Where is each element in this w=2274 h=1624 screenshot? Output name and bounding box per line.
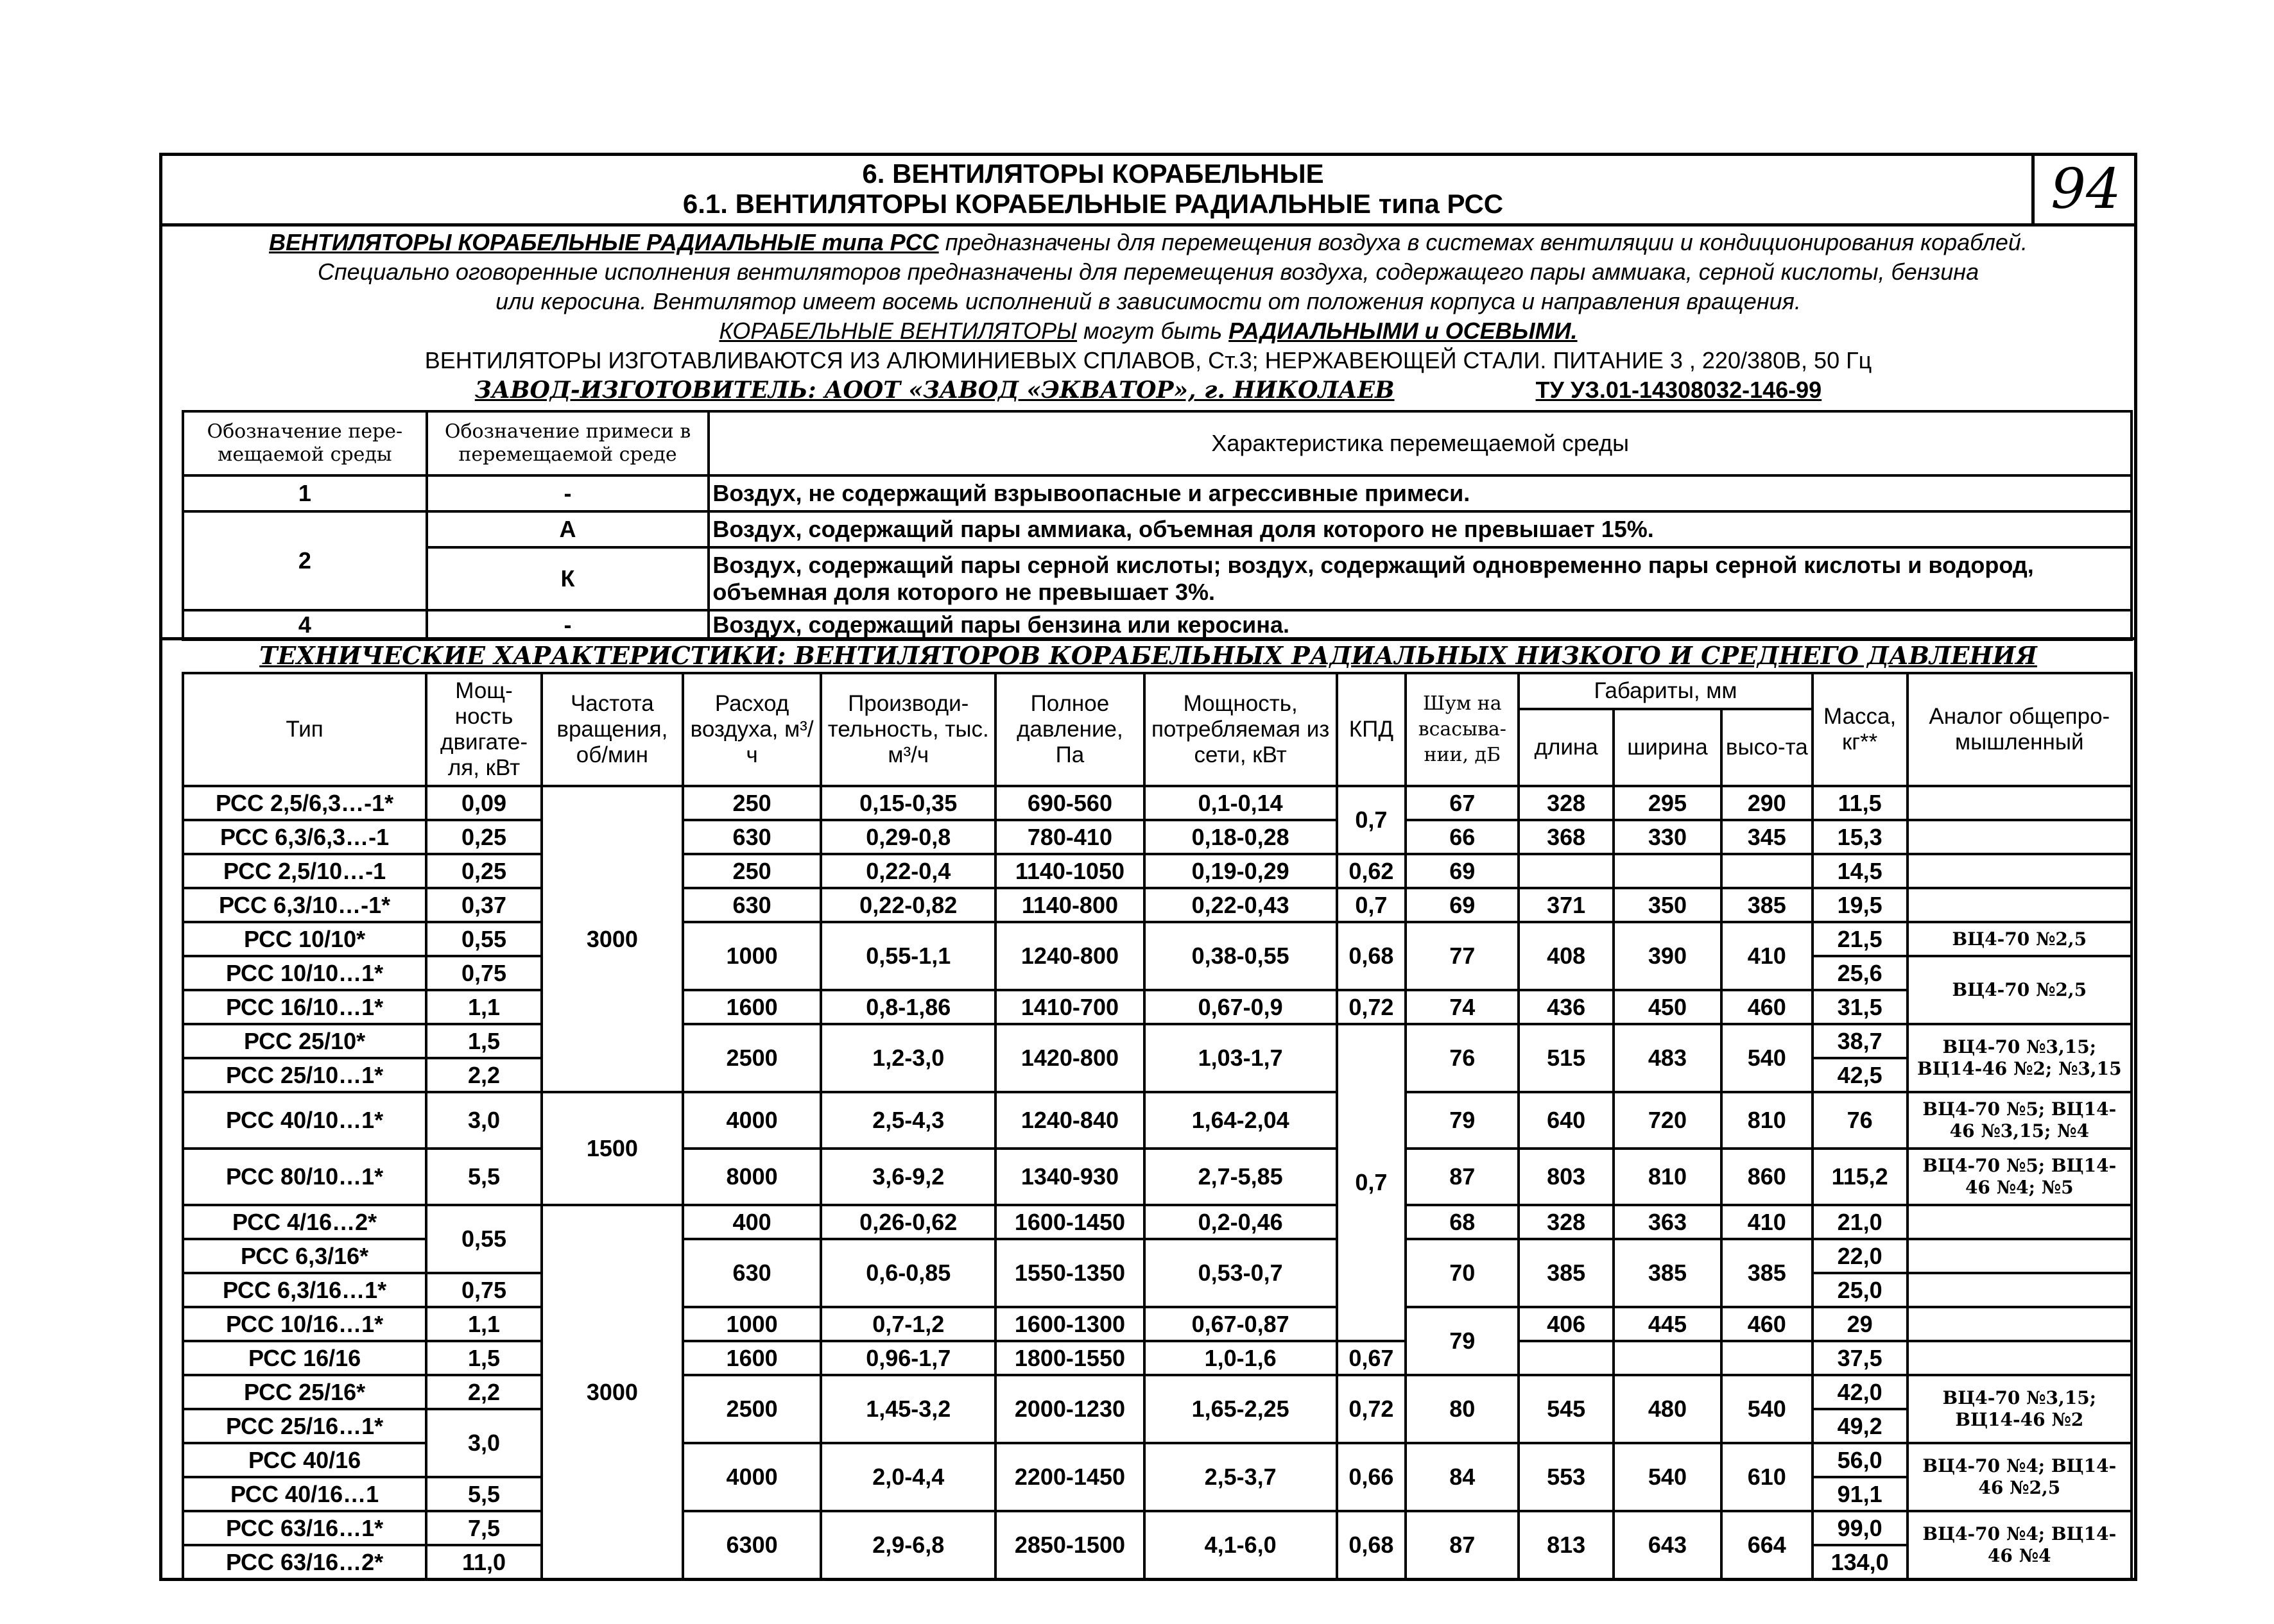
env-cell: А [427, 511, 709, 547]
cell-analog [1908, 854, 2132, 888]
cell-mass: 37,5 [1813, 1341, 1908, 1375]
cell-consumption: 0,18-0,28 [1144, 820, 1337, 854]
cell-kpd: 0,67 [1337, 1341, 1406, 1375]
cell-width: 810 [1614, 1149, 1721, 1205]
cell-pressure: 780-410 [995, 820, 1144, 854]
cell-consumption: 0,67-0,9 [1144, 990, 1337, 1024]
cell-analog [1908, 820, 2132, 854]
cell-flow: 2500 [683, 1024, 822, 1092]
cell-width [1614, 854, 1721, 888]
cell-noise: 87 [1406, 1511, 1519, 1579]
cell-type: РСС 6,3/16* [183, 1239, 426, 1273]
cell-flow: 630 [683, 888, 822, 922]
cell-length [1519, 1341, 1614, 1375]
chapter-title: 6. ВЕНТИЛЯТОРЫ КОРАБЕЛЬНЫЕ [862, 158, 1324, 189]
cell-analog: ВЦ4-70 №3,15; ВЦ14-46 №2; №3,15 [1908, 1024, 2132, 1092]
table-row [183, 1511, 2132, 1545]
intro-lead: ВЕНТИЛЯТОРЫ КОРАБЕЛЬНЫЕ РАДИАЛЬНЫЕ типа РСС [269, 229, 939, 255]
cell-mass: 134,0 [1813, 1545, 1908, 1579]
cell-pressure: 1420-800 [995, 1024, 1144, 1092]
header-type: Тип [183, 673, 426, 786]
env-cell: 2 [183, 511, 427, 610]
cell-height: 460 [1721, 1307, 1813, 1341]
table-row [183, 786, 2132, 820]
cell-perf: 0,26-0,62 [821, 1205, 995, 1239]
cell-flow: 630 [683, 820, 822, 854]
cell-analog [1908, 1307, 2132, 1341]
cell-noise: 70 [1406, 1239, 1519, 1307]
cell-consumption: 0,1-0,14 [1144, 786, 1337, 820]
cell-rpm: 3000 [542, 786, 683, 1092]
cell-perf: 2,9-6,8 [821, 1511, 995, 1579]
cell-width: 330 [1614, 820, 1721, 854]
cell-length: 813 [1519, 1511, 1614, 1579]
env-row [183, 511, 2132, 547]
cell-height: 290 [1721, 786, 1813, 820]
cell-length: 640 [1519, 1092, 1614, 1149]
cell-height: 540 [1721, 1024, 1813, 1092]
cell-width: 385 [1614, 1239, 1721, 1307]
cell-length: 371 [1519, 888, 1614, 922]
header-dimensions: Габариты, мм [1519, 673, 1812, 709]
cell-analog: ВЦ4-70 №4; ВЦ14-46 №4 [1908, 1511, 2132, 1579]
table-row [183, 990, 2132, 1024]
env-row [183, 475, 2132, 511]
cell-mass: 21,5 [1813, 922, 1908, 956]
cell-consumption: 4,1-6,0 [1144, 1511, 1337, 1579]
manufacturer: ЗАВОД-ИЗГОТОВИТЕЛЬ: АООТ «ЗАВОД «ЭКВАТОР», г. НИКОЛАЕВ [474, 377, 1395, 404]
cell-height: 410 [1721, 922, 1813, 990]
cell-perf: 2,0-4,4 [821, 1443, 995, 1511]
cell-kpd: 0,68 [1337, 922, 1406, 990]
cell-consumption: 1,65-2,25 [1144, 1375, 1337, 1443]
cell-analog [1908, 786, 2132, 820]
intro-line4a: КОРАБЕЛЬНЫЕ ВЕНТИЛЯТОРЫ [719, 318, 1078, 344]
cell-length: 553 [1519, 1443, 1614, 1511]
cell-perf: 0,22-0,4 [821, 854, 995, 888]
cell-mass: 42,5 [1813, 1058, 1908, 1092]
cell-perf: 0,55-1,1 [821, 922, 995, 990]
cell-kpd: 0,72 [1337, 990, 1406, 1024]
cell-analog: ВЦ4-70 №3,15; ВЦ14-46 №2 [1908, 1375, 2132, 1443]
cell-length: 406 [1519, 1307, 1614, 1341]
cell-type: РСС 80/10…1* [183, 1149, 426, 1205]
page-frame [159, 153, 2137, 1581]
cell-rpm: 3000 [542, 1205, 683, 1579]
cell-height: 385 [1721, 888, 1813, 922]
cell-pressure: 1410-700 [995, 990, 1144, 1024]
cell-mass: 25,0 [1813, 1273, 1908, 1307]
cell-consumption: 0,67-0,87 [1144, 1307, 1337, 1341]
cell-type: РСС 10/10…1* [183, 956, 426, 990]
intro-line3: или керосина. Вентилятор имеет восемь исполнений в зависимости от положения корпуса и направления вращения. [495, 288, 1801, 314]
cell-length: 545 [1519, 1375, 1614, 1443]
cell-power: 3,0 [426, 1409, 542, 1477]
cell-power: 7,5 [426, 1511, 542, 1545]
cell-height: 385 [1721, 1239, 1813, 1307]
tech-section-title: ТЕХНИЧЕСКИЕ ХАРАКТЕРИСТИКИ: ВЕНТИЛЯТОРОВ КОРАБЕЛЬНЫХ РАДИАЛЬНЫХ НИЗКОГО И СРЕДНЕГО ДАВЛЕНИЯ [259, 641, 2037, 670]
cell-consumption: 0,2-0,46 [1144, 1205, 1337, 1239]
cell-mass: 14,5 [1813, 854, 1908, 888]
cell-type: РСС 4/16…2* [183, 1205, 426, 1239]
env-header-characteristic: Характеристика перемещаемой среды [709, 411, 2132, 475]
cell-pressure: 1140-1050 [995, 854, 1144, 888]
cell-flow: 630 [683, 1239, 822, 1307]
cell-type: РСС 6,3/16…1* [183, 1273, 426, 1307]
cell-flow: 400 [683, 1205, 822, 1239]
cell-power: 0,75 [426, 1273, 542, 1307]
cell-power: 5,5 [426, 1149, 542, 1205]
cell-length: 803 [1519, 1149, 1614, 1205]
cell-noise: 79 [1406, 1092, 1519, 1149]
cell-perf: 0,8-1,86 [821, 990, 995, 1024]
cell-analog [1908, 1273, 2132, 1307]
cell-length [1519, 854, 1614, 888]
intro-text [162, 228, 2134, 405]
cell-length: 408 [1519, 922, 1614, 990]
cell-mass: 91,1 [1813, 1477, 1908, 1511]
cell-height: 410 [1721, 1205, 1813, 1239]
cell-rpm: 1500 [542, 1092, 683, 1205]
cell-analog [1908, 1205, 2132, 1239]
cell-pressure: 2000-1230 [995, 1375, 1144, 1443]
cell-analog [1908, 1239, 2132, 1273]
cell-pressure: 1340-930 [995, 1149, 1144, 1205]
cell-noise: 87 [1406, 1149, 1519, 1205]
tech-header-row [183, 673, 2132, 709]
cell-pressure: 1240-840 [995, 1092, 1144, 1149]
cell-power: 11,0 [426, 1545, 542, 1579]
cell-type: РСС 63/16…1* [183, 1511, 426, 1545]
cell-type: РСС 6,3/6,3…-1 [183, 820, 426, 854]
cell-consumption: 1,64-2,04 [1144, 1092, 1337, 1149]
cell-pressure: 1800-1550 [995, 1341, 1144, 1375]
env-cell: Воздух, содержащий пары серной кислоты; воздух, содержащий одновременно пары серной кислоты и водород, объемная доля которого не превышает 3%. [709, 547, 2132, 610]
cell-flow: 8000 [683, 1149, 822, 1205]
cell-length: 515 [1519, 1024, 1614, 1092]
cell-mass: 25,6 [1813, 956, 1908, 990]
cell-width: 295 [1614, 786, 1721, 820]
header-rpm: Частота вращения, об/мин [542, 673, 683, 786]
cell-perf: 1,2-3,0 [821, 1024, 995, 1092]
cell-type: РСС 6,3/10…-1* [183, 888, 426, 922]
env-row [183, 610, 2132, 640]
cell-flow: 4000 [683, 1443, 822, 1511]
cell-perf: 0,22-0,82 [821, 888, 995, 922]
cell-type: РСС 2,5/6,3…-1* [183, 786, 426, 820]
cell-type: РСС 16/10…1* [183, 990, 426, 1024]
cell-pressure: 1600-1300 [995, 1307, 1144, 1341]
header-mass: Масса, кг** [1813, 673, 1908, 786]
intro-line4b: могут быть [1077, 318, 1229, 344]
cell-height [1721, 1341, 1813, 1375]
cell-length: 385 [1519, 1239, 1614, 1307]
cell-power: 0,25 [426, 854, 542, 888]
cell-noise: 69 [1406, 854, 1519, 888]
cell-analog: ВЦ4-70 №4; ВЦ14-46 №2,5 [1908, 1443, 2132, 1511]
cell-perf: 0,7-1,2 [821, 1307, 995, 1341]
cell-power: 0,25 [426, 820, 542, 854]
cell-power: 0,55 [426, 1205, 542, 1273]
cell-power: 1,5 [426, 1341, 542, 1375]
cell-height [1721, 854, 1813, 888]
cell-kpd: 0,7 [1337, 786, 1406, 854]
cell-flow: 1600 [683, 990, 822, 1024]
cell-noise: 77 [1406, 922, 1519, 990]
cell-type: РСС 2,5/10…-1 [183, 854, 426, 888]
table-row [183, 1307, 2132, 1341]
cell-mass: 31,5 [1813, 990, 1908, 1024]
cell-pressure: 2850-1500 [995, 1511, 1144, 1579]
header-width: ширина [1614, 709, 1721, 786]
cell-kpd: 0,68 [1337, 1511, 1406, 1579]
cell-perf: 0,15-0,35 [821, 786, 995, 820]
env-cell: 4 [183, 610, 427, 640]
cell-flow: 2500 [683, 1375, 822, 1443]
cell-width: 483 [1614, 1024, 1721, 1092]
cell-mass: 99,0 [1813, 1511, 1908, 1545]
cell-width: 643 [1614, 1511, 1721, 1579]
cell-width: 450 [1614, 990, 1721, 1024]
cell-noise: 67 [1406, 786, 1519, 820]
cell-height: 860 [1721, 1149, 1813, 1205]
cell-kpd: 0,7 [1337, 888, 1406, 922]
cell-width: 720 [1614, 1092, 1721, 1149]
env-header-medium: Обозначение пере-мещаемой среды [183, 411, 427, 475]
header-noise: Шум на всасыва-нии, дБ [1406, 673, 1519, 786]
table-row [183, 854, 2132, 888]
cell-power: 0,55 [426, 922, 542, 956]
cell-type: РСС 63/16…2* [183, 1545, 426, 1579]
cell-kpd: 0,7 [1337, 1024, 1406, 1341]
cell-analog: ВЦ4-70 №2,5 [1908, 922, 2132, 956]
cell-noise: 74 [1406, 990, 1519, 1024]
cell-noise: 69 [1406, 888, 1519, 922]
cell-type: РСС 10/16…1* [183, 1307, 426, 1341]
cell-type: РСС 40/16 [183, 1443, 426, 1477]
cell-type: РСС 25/10* [183, 1024, 426, 1058]
cell-flow: 1000 [683, 922, 822, 990]
env-row [183, 547, 2132, 610]
cell-height: 810 [1721, 1092, 1813, 1149]
header-kpd: КПД [1337, 673, 1406, 786]
cell-analog: ВЦ4-70 №5; ВЦ14-46 №3,15; №4 [1908, 1092, 2132, 1149]
section-title: 6.1. ВЕНТИЛЯТОРЫ КОРАБЕЛЬНЫЕ РАДИАЛЬНЫЕ типа РСС [682, 189, 1504, 219]
cell-height: 345 [1721, 820, 1813, 854]
cell-power: 1,5 [426, 1024, 542, 1058]
cell-width: 445 [1614, 1307, 1721, 1341]
cell-consumption: 1,0-1,6 [1144, 1341, 1337, 1375]
cell-perf: 3,6-9,2 [821, 1149, 995, 1205]
header-power: Мощ-ность двигате-ля, кВт [426, 673, 542, 786]
cell-pressure: 1550-1350 [995, 1239, 1144, 1307]
cell-mass: 49,2 [1813, 1409, 1908, 1443]
cell-power: 0,09 [426, 786, 542, 820]
cell-pressure: 1600-1450 [995, 1205, 1144, 1239]
env-cell: 1 [183, 475, 427, 511]
cell-height: 460 [1721, 990, 1813, 1024]
cell-power: 2,2 [426, 1058, 542, 1092]
cell-analog: ВЦ4-70 №2,5 [1908, 956, 2132, 1024]
cell-width: 480 [1614, 1375, 1721, 1443]
cell-analog [1908, 888, 2132, 922]
cell-noise: 66 [1406, 820, 1519, 854]
cell-perf: 1,45-3,2 [821, 1375, 995, 1443]
cell-mass: 56,0 [1813, 1443, 1908, 1477]
cell-height: 664 [1721, 1511, 1813, 1579]
intro-line4c: РАДИАЛЬНЫМИ и ОСЕВЫМИ. [1228, 318, 1578, 344]
cell-power: 1,1 [426, 1307, 542, 1341]
cell-type: РСС 25/16* [183, 1375, 426, 1409]
cell-pressure: 690-560 [995, 786, 1144, 820]
cell-noise: 84 [1406, 1443, 1519, 1511]
cell-flow: 6300 [683, 1511, 822, 1579]
cell-mass: 38,7 [1813, 1024, 1908, 1058]
cell-mass: 29 [1813, 1307, 1908, 1341]
cell-length: 368 [1519, 820, 1614, 854]
intro-line2: Специально оговоренные исполнения вентиляторов предназначены для перемещения воздуха, содержащего пары аммиака, серной кислоты, бензина [317, 259, 1979, 285]
cell-type: РСС 40/10…1* [183, 1092, 426, 1149]
cell-analog [1908, 1341, 2132, 1375]
cell-flow: 1600 [683, 1341, 822, 1375]
cell-type: РСС 40/16…1 [183, 1477, 426, 1511]
table-row [183, 888, 2132, 922]
cell-consumption: 0,19-0,29 [1144, 854, 1337, 888]
env-cell: К [427, 547, 709, 610]
cell-flow: 250 [683, 786, 822, 820]
intro-line1: предназначены для перемещения воздуха в системах вентиляции и кондиционирования кораблей. [938, 229, 2028, 255]
cell-mass: 115,2 [1813, 1149, 1908, 1205]
cell-mass: 15,3 [1813, 820, 1908, 854]
cell-power: 0,75 [426, 956, 542, 990]
tech-table [182, 672, 2133, 1580]
cell-mass: 42,0 [1813, 1375, 1908, 1409]
header-divider [162, 223, 2134, 227]
cell-width: 540 [1614, 1443, 1721, 1511]
cell-power: 3,0 [426, 1092, 542, 1149]
cell-consumption: 2,7-5,85 [1144, 1149, 1337, 1205]
header-flow: Расход воздуха, м³/ч [683, 673, 822, 786]
cell-mass: 21,0 [1813, 1205, 1908, 1239]
cell-pressure: 1140-800 [995, 888, 1144, 922]
cell-mass: 76 [1813, 1092, 1908, 1149]
cell-mass: 22,0 [1813, 1239, 1908, 1273]
cell-type: РСС 25/10…1* [183, 1058, 426, 1092]
cell-kpd: 0,66 [1337, 1443, 1406, 1511]
cell-power: 0,37 [426, 888, 542, 922]
table-row [183, 1149, 2132, 1205]
cell-analog: ВЦ4-70 №5; ВЦ14-46 №4; №5 [1908, 1149, 2132, 1205]
cell-consumption: 1,03-1,7 [1144, 1024, 1337, 1092]
env-cell: Воздух, содержащий пары аммиака, объемная доля которого не превышает 15%. [709, 511, 2132, 547]
environment-table [182, 410, 2133, 641]
table-row [183, 820, 2132, 854]
cell-noise: 80 [1406, 1375, 1519, 1443]
cell-kpd: 0,72 [1337, 1375, 1406, 1443]
table-row [183, 922, 2132, 956]
table-row [183, 1205, 2132, 1239]
tu-number: ТУ УЗ.01-14308032-146-99 [1535, 377, 1822, 403]
cell-length: 436 [1519, 990, 1614, 1024]
cell-perf: 0,29-0,8 [821, 820, 995, 854]
env-cell: Воздух, не содержащий взрывоопасные и агрессивные примеси. [709, 475, 2132, 511]
table-row [183, 1341, 2132, 1375]
cell-height: 610 [1721, 1443, 1813, 1511]
env-cell: Воздух, содержащий пары бензина или керосина. [709, 610, 2132, 640]
cell-pressure: 1240-800 [995, 922, 1144, 990]
cell-height: 540 [1721, 1375, 1813, 1443]
cell-perf: 0,96-1,7 [821, 1341, 995, 1375]
env-cell: - [427, 475, 709, 511]
cell-perf: 0,6-0,85 [821, 1239, 995, 1307]
cell-kpd: 0,62 [1337, 854, 1406, 888]
cell-flow: 4000 [683, 1092, 822, 1149]
cell-noise: 76 [1406, 1024, 1519, 1092]
cell-type: РСС 10/10* [183, 922, 426, 956]
cell-width: 363 [1614, 1205, 1721, 1239]
cell-width [1614, 1341, 1721, 1375]
cell-type: РСС 25/16…1* [183, 1409, 426, 1443]
header-analog: Аналог общепро-мышленный [1908, 673, 2132, 786]
cell-noise: 79 [1406, 1307, 1519, 1375]
cell-power: 5,5 [426, 1477, 542, 1511]
cell-consumption: 0,53-0,7 [1144, 1239, 1337, 1307]
table-row [183, 1375, 2132, 1409]
cell-noise: 68 [1406, 1205, 1519, 1239]
cell-pressure: 2200-1450 [995, 1443, 1144, 1511]
cell-length: 328 [1519, 1205, 1614, 1239]
cell-flow: 1000 [683, 1307, 822, 1341]
cell-consumption: 0,38-0,55 [1144, 922, 1337, 990]
page-header [162, 156, 2024, 223]
cell-consumption: 2,5-3,7 [1144, 1443, 1337, 1511]
cell-width: 350 [1614, 888, 1721, 922]
page-number: 94 [2031, 156, 2137, 223]
cell-mass: 19,5 [1813, 888, 1908, 922]
intro-line5: ВЕНТИЛЯТОРЫ ИЗГОТАВЛИВАЮТСЯ ИЗ АЛЮМИНИЕВЫХ СПЛАВОВ, Ст.3; НЕРЖАВЕЮЩЕЙ СТАЛИ. ПИТАНИЕ 3 , 220/380В, 50 Гц [424, 347, 1872, 373]
cell-width: 390 [1614, 922, 1721, 990]
cell-mass: 11,5 [1813, 786, 1908, 820]
header-pressure: Полное давление, Па [995, 673, 1144, 786]
table-row [183, 1024, 2132, 1058]
env-header-impurity: Обозначение примеси в перемещаемой среде [427, 411, 709, 475]
env-cell: - [427, 610, 709, 640]
cell-perf: 2,5-4,3 [821, 1092, 995, 1149]
header-performance: Производи-тельность, тыс. м³/ч [821, 673, 995, 786]
header-height: высо-та [1721, 709, 1813, 786]
table-row [183, 1092, 2132, 1149]
cell-flow: 250 [683, 854, 822, 888]
header-length: длина [1519, 709, 1614, 786]
cell-consumption: 0,22-0,43 [1144, 888, 1337, 922]
section-divider [162, 637, 2134, 640]
cell-power: 2,2 [426, 1375, 542, 1409]
cell-power: 1,1 [426, 990, 542, 1024]
env-header-row [183, 411, 2132, 475]
cell-length: 328 [1519, 786, 1614, 820]
header-consumption: Мощность, потребляемая из сети, кВт [1144, 673, 1337, 786]
cell-type: РСС 16/16 [183, 1341, 426, 1375]
